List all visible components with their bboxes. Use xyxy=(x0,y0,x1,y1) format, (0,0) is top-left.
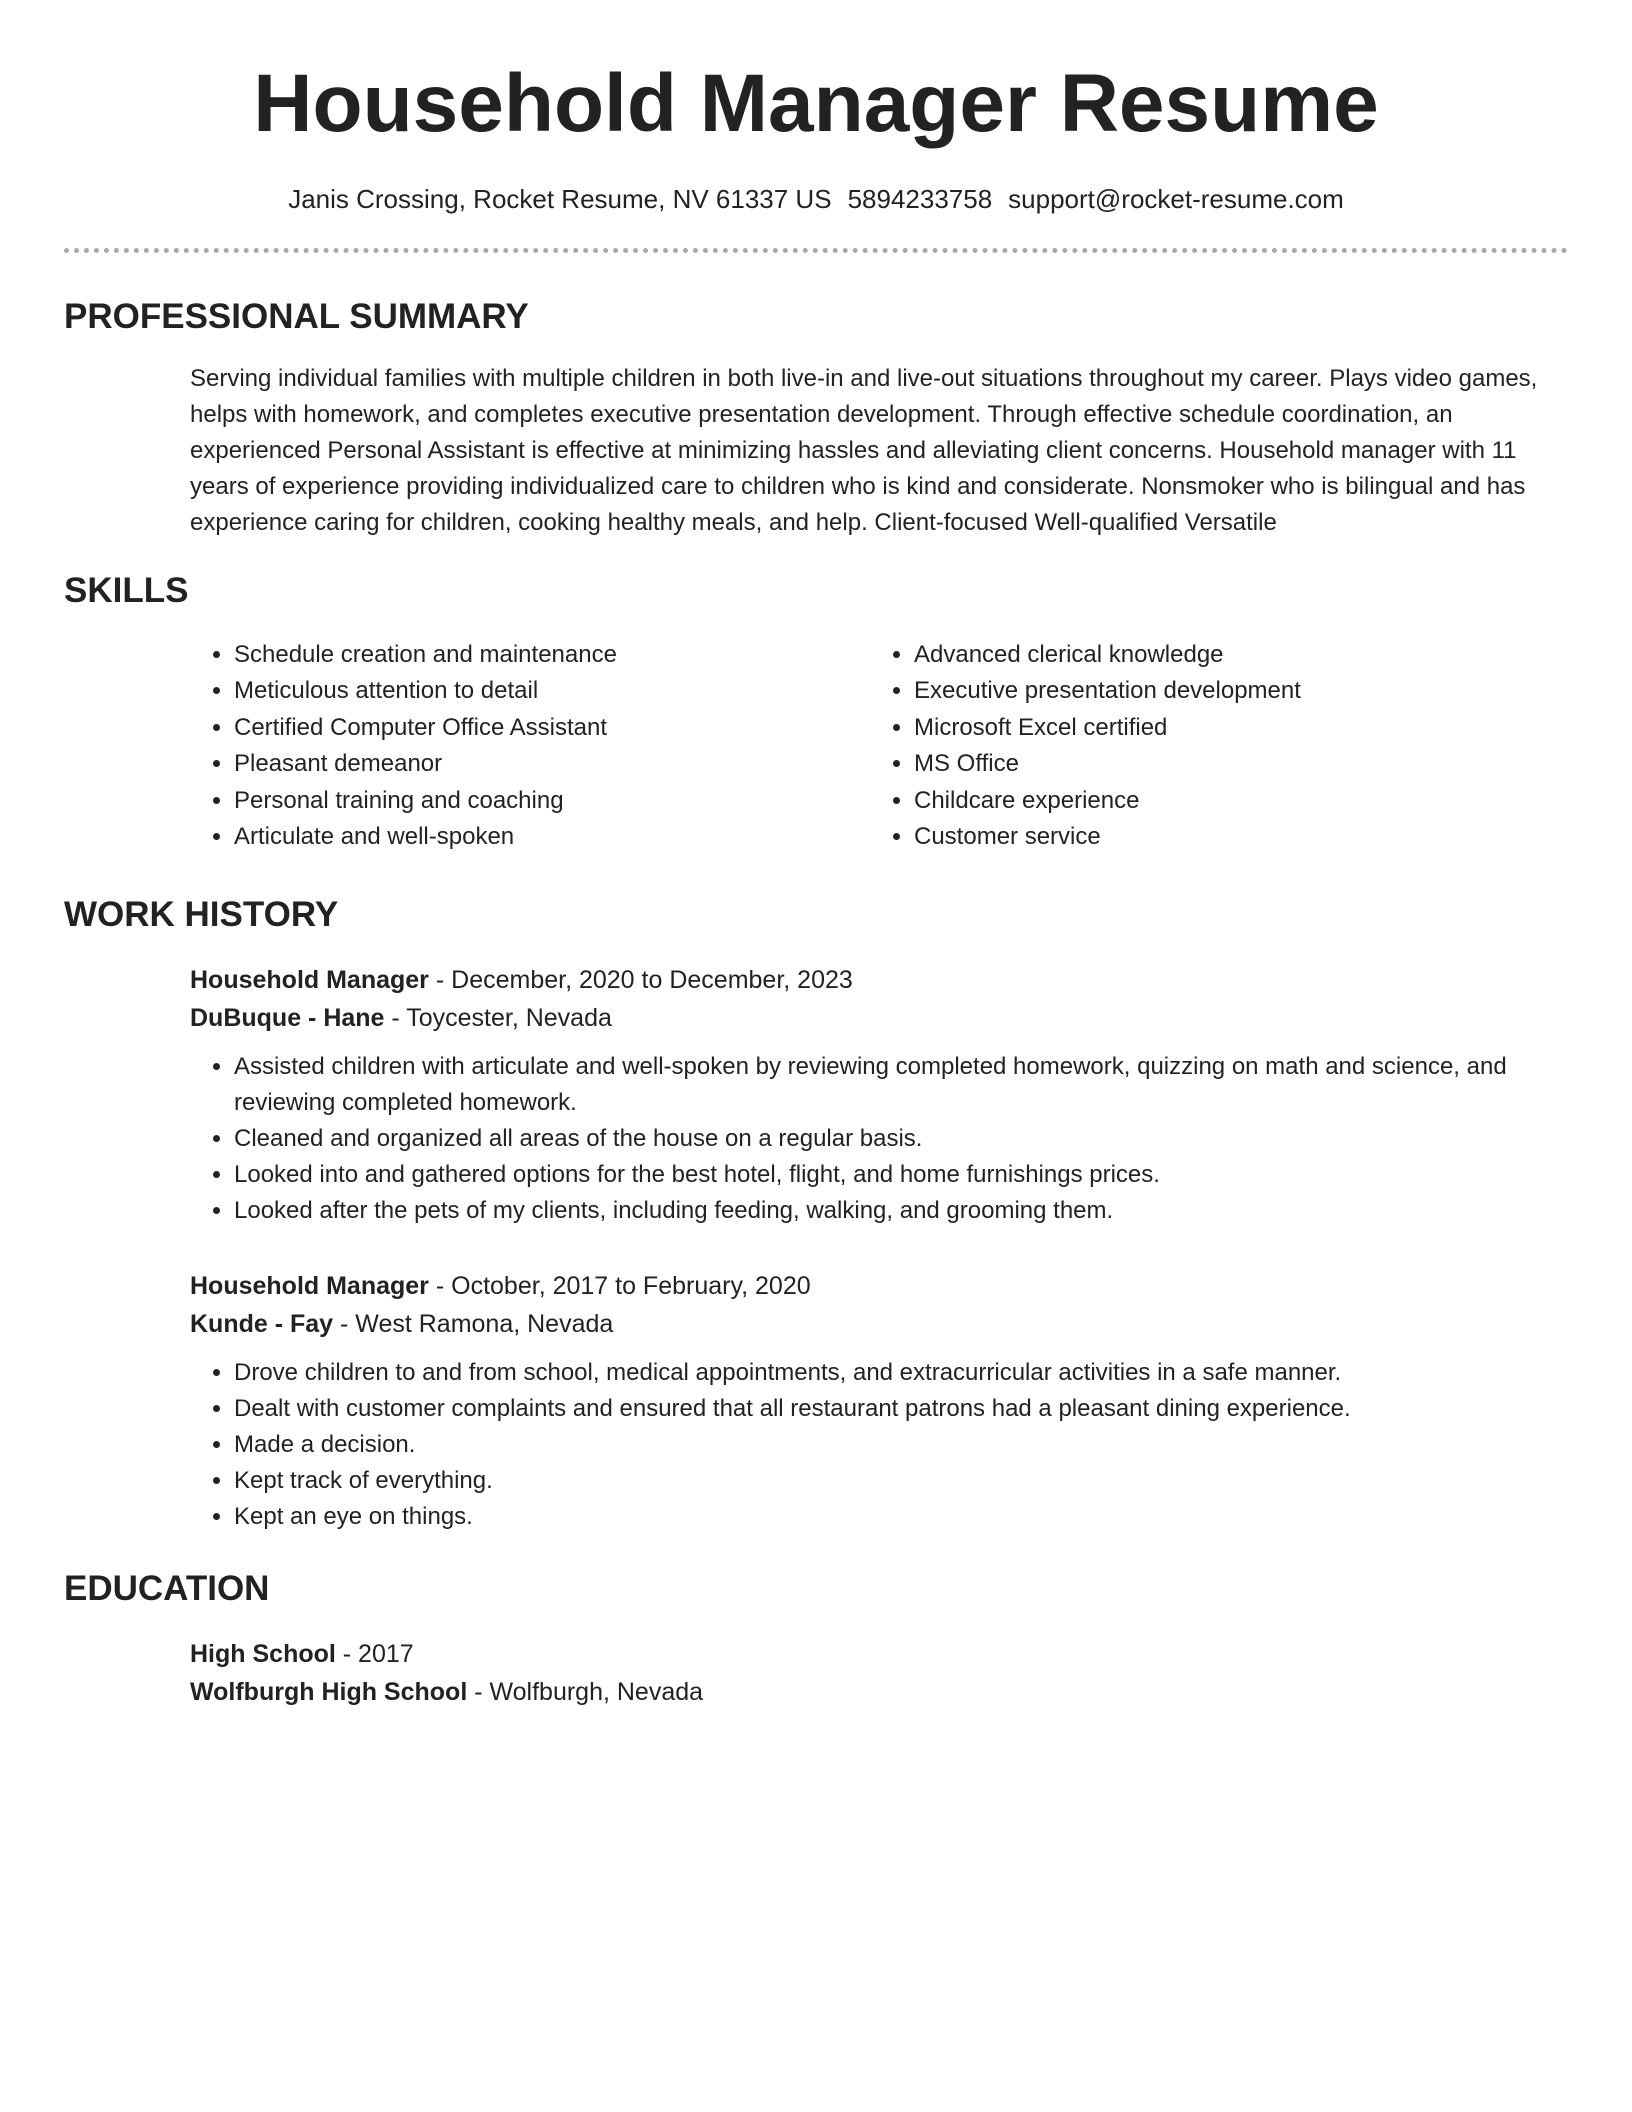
job-title: Household Manager xyxy=(190,966,429,995)
summary-text: Serving individual families with multiple children in both live-in and live-out situations throughout my career. Plays video games, helps with homework, and completes executive presentation development. Through effective schedule coordination, an experienced Personal Assistant is effective at minimizing hassles and alleviating client concerns. Household manager with 11 years of experience providing individualized care to children who is kind and considerate. Nonsmoker who is bilingual and has experience caring for children, cooking healthy meals, and help. Client-focused Well-qualified Versatile xyxy=(190,365,1538,536)
job-company: DuBuque - Hane xyxy=(190,1004,385,1033)
skill-item: • Personal training and coaching xyxy=(234,783,870,819)
skill-item: • Schedule creation and maintenance xyxy=(234,637,870,673)
skill-item: • Pleasant demeanor xyxy=(234,746,870,782)
education-degree-line xyxy=(190,1635,1568,1673)
job-company: Kunde - Fay xyxy=(190,1310,334,1339)
education-location: - Wolfburgh, Nevada xyxy=(467,1678,704,1707)
education-degree: High School xyxy=(190,1640,336,1669)
header-divider xyxy=(64,248,1568,253)
contact-phone: 5894233758 xyxy=(847,184,993,214)
skill-item: • Meticulous attention to detail xyxy=(234,673,870,709)
skill-item: • Customer service xyxy=(914,819,1550,855)
job-company-line xyxy=(190,1305,1568,1343)
job-duty: • Cleaned and organized all areas of the house on a regular basis. xyxy=(234,1121,1568,1157)
skills-list xyxy=(190,637,1568,855)
job-entry xyxy=(190,961,1568,1229)
skills-column-right xyxy=(870,637,1550,855)
job-location: - Toycester, Nevada xyxy=(384,1004,612,1033)
job-title: Household Manager xyxy=(190,1272,429,1301)
job-duty: • Kept an eye on things. xyxy=(234,1499,1568,1535)
contact-email: support@rocket-resume.com xyxy=(1008,184,1344,214)
contact-line xyxy=(64,182,1568,216)
skills-heading: SKILLS xyxy=(64,571,189,610)
job-dates: - December, 2020 to December, 2023 xyxy=(428,966,853,995)
job-duties xyxy=(190,1049,1568,1229)
skills-column-left xyxy=(190,637,870,855)
education-school-line xyxy=(190,1673,1568,1711)
job-title-line xyxy=(190,961,1568,999)
job-company-line xyxy=(190,999,1568,1037)
job-duty: • Made a decision. xyxy=(234,1427,1568,1463)
work-history-heading: WORK HISTORY xyxy=(64,895,339,935)
job-duty: • Drove children to and from school, medical appointments, and extracurricular activities in a safe manner. xyxy=(234,1355,1568,1391)
resume-title: Household Manager Resume xyxy=(253,58,1379,149)
skill-item: • Certified Computer Office Assistant xyxy=(234,710,870,746)
job-location: - West Ramona, Nevada xyxy=(333,1310,614,1339)
education-year: - 2017 xyxy=(335,1640,414,1669)
skill-item: • Articulate and well-spoken xyxy=(234,819,870,855)
skill-item: • Executive presentation development xyxy=(914,673,1550,709)
job-duty: • Looked into and gathered options for the best hotel, flight, and home furnishings prices. xyxy=(234,1157,1568,1193)
job-duty: • Looked after the pets of my clients, including feeding, walking, and grooming them. xyxy=(234,1193,1568,1229)
job-title-line xyxy=(190,1267,1568,1305)
skill-item: • Advanced clerical knowledge xyxy=(914,637,1550,673)
job-entry xyxy=(190,1267,1568,1535)
education-entry xyxy=(190,1635,1568,1711)
contact-address: Janis Crossing, Rocket Resume, NV 61337 US xyxy=(288,184,832,214)
job-duty: • Assisted children with articulate and well-spoken by reviewing completed homework, quizzing on math and science, and reviewing completed homework. xyxy=(234,1049,1568,1121)
skill-item: • Childcare experience xyxy=(914,783,1550,819)
job-duty: • Dealt with customer complaints and ensured that all restaurant patrons had a pleasant dining experience. xyxy=(234,1391,1568,1427)
education-heading: EDUCATION xyxy=(64,1569,270,1609)
skill-item: • MS Office xyxy=(914,746,1550,782)
job-duties xyxy=(190,1355,1568,1535)
job-dates: - October, 2017 to February, 2020 xyxy=(428,1272,811,1301)
skill-item: • Microsoft Excel certified xyxy=(914,710,1550,746)
summary-heading: PROFESSIONAL SUMMARY xyxy=(64,297,529,336)
education-school: Wolfburgh High School xyxy=(190,1678,468,1707)
job-duty: • Kept track of everything. xyxy=(234,1463,1568,1499)
